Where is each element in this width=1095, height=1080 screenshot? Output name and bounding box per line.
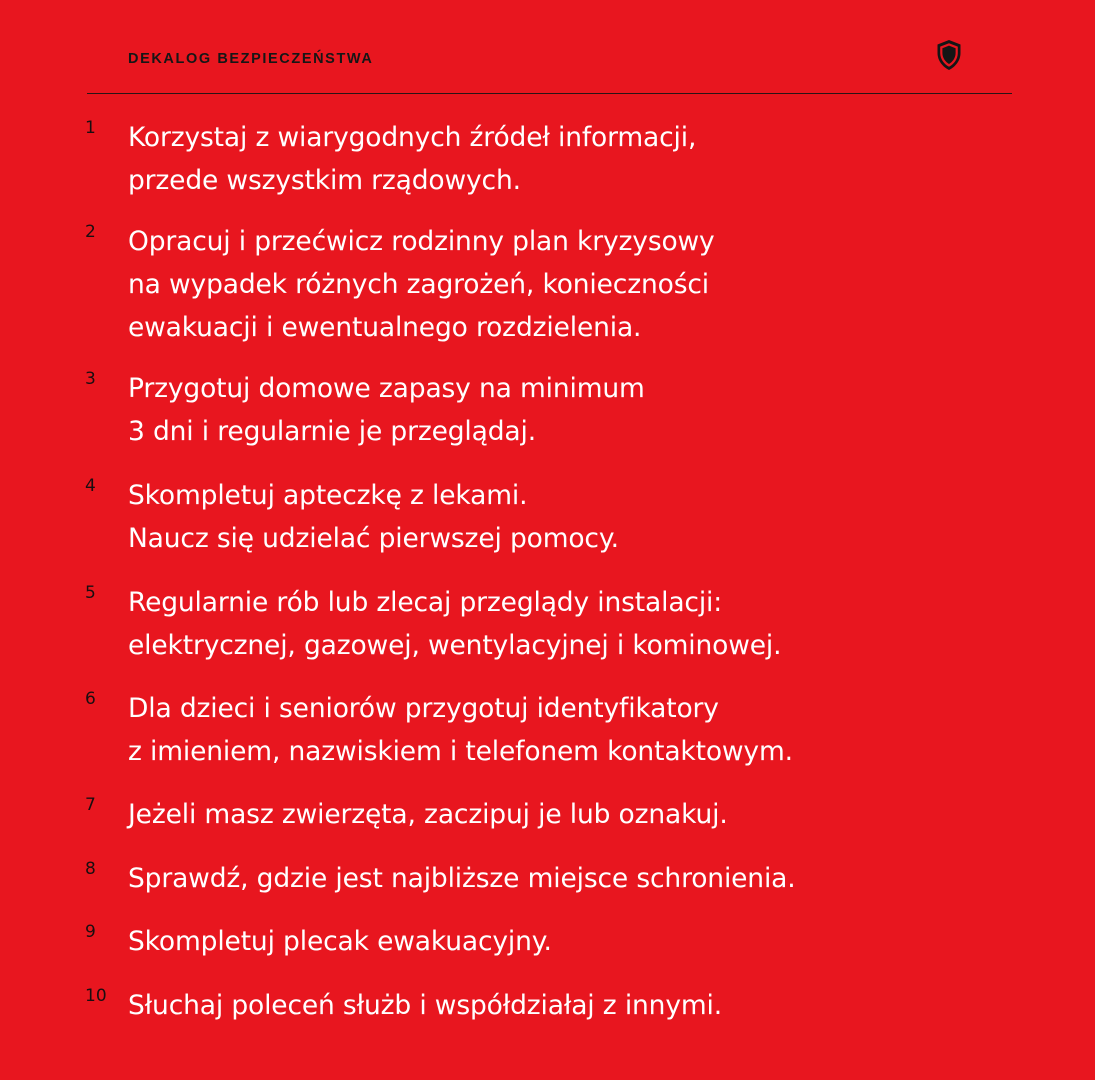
item-line: Skompletuj plecak ewakuacyjny. (128, 926, 552, 957)
item-line: elektrycznej, gazowej, wentylacyjnej i kominowej. (128, 630, 782, 661)
item-text (128, 116, 1028, 202)
item-line: Jeżeli masz zwierzęta, zaczipuj je lub oznakuj. (128, 799, 728, 830)
item-line: 3 dni i regularnie je przeglądaj. (128, 416, 536, 447)
item-line: Słuchaj poleceń służb i współdziałaj z innymi. (128, 990, 723, 1021)
item-number: 2 (85, 222, 96, 242)
item-text (128, 581, 1028, 667)
item-line: Naucz się udzielać pierwszej pomocy. (128, 523, 619, 554)
item-number: 3 (85, 369, 96, 389)
item-line: Dla dzieci i seniorów przygotuj identyfikatory (128, 693, 719, 724)
item-text (128, 793, 1028, 836)
item-text (128, 687, 1028, 773)
item-text (128, 474, 1028, 560)
header (128, 50, 1012, 80)
shield-icon (936, 39, 962, 71)
item-line: Opracuj i przećwicz rodzinny plan kryzysowy (128, 226, 715, 257)
item-number: 6 (85, 689, 96, 709)
item-line: Regularnie rób lub zlecaj przeglądy instalacji: (128, 587, 723, 618)
item-number: 1 (85, 118, 96, 138)
item-text (128, 920, 1028, 963)
item-line: Skompletuj apteczkę z lekami. (128, 480, 528, 511)
page-title: DEKALOG BEZPIECZEŃSTWA (128, 51, 374, 67)
item-line: Korzystaj z wiarygodnych źródeł informacji, (128, 122, 697, 153)
item-text (128, 857, 1028, 900)
item-line: na wypadek różnych zagrożeń, konieczności (128, 269, 709, 300)
item-line: Przygotuj domowe zapasy na minimum (128, 373, 645, 404)
item-number: 4 (85, 476, 96, 496)
header-divider (87, 93, 1012, 94)
item-line: przede wszystkim rządowych. (128, 165, 521, 196)
item-text (128, 984, 1028, 1027)
item-text (128, 367, 1028, 453)
item-number: 9 (85, 922, 96, 942)
item-line: ewakuacji i ewentualnego rozdzielenia. (128, 312, 642, 343)
item-text (128, 220, 1028, 349)
item-number: 8 (85, 859, 96, 879)
item-number: 7 (85, 795, 96, 815)
item-line: Sprawdź, gdzie jest najbliższe miejsce schronienia. (128, 863, 796, 894)
item-number: 5 (85, 583, 96, 603)
item-number: 10 (85, 986, 107, 1006)
item-line: z imieniem, nazwiskiem i telefonem kontaktowym. (128, 736, 793, 767)
